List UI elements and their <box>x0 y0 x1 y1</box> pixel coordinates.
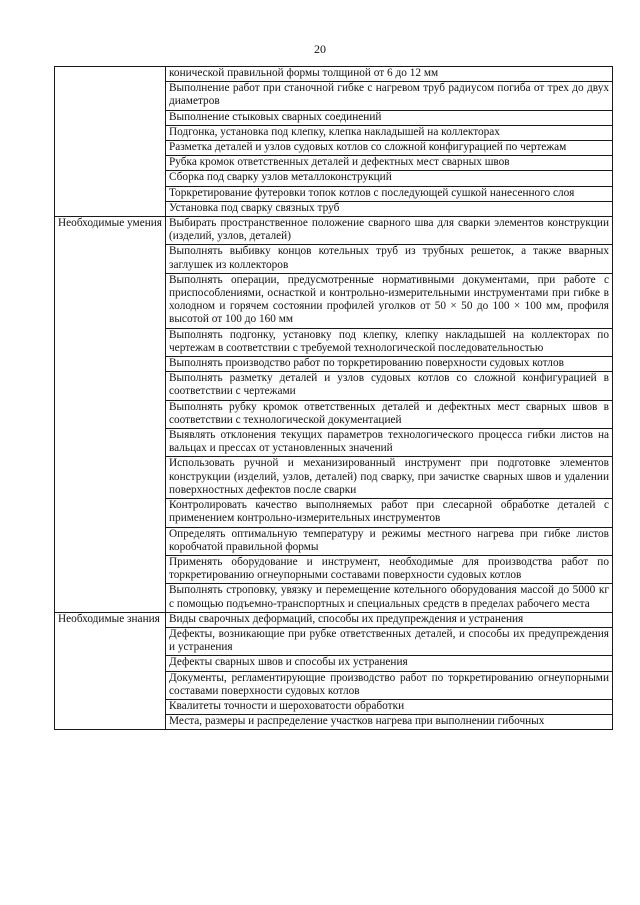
table-row <box>55 217 613 245</box>
requirement-item: Выявлять отклонения текущих параметров технологического процесса гибки листов на вальцах и прессах от установленных значений <box>166 429 613 457</box>
requirement-item: Определять оптимальную температуру и режимы местного нагрева при гибке листов коробчатой правильной формы <box>166 527 613 555</box>
requirement-item: Выполнять операции, предусмотренные нормативными документами, при работе с приспособлениями, оснасткой и контрольно-измерительными инструментами при гибке в холодном и горячем состоянии профилей уголков от 50 × 50 до 100 × 100 мм, профиля высотой от 100 до 160 мм <box>166 273 613 328</box>
requirement-item: Рубка кромок ответственных деталей и дефектных мест сварных швов <box>166 156 613 171</box>
requirement-item: Использовать ручной и механизированный инструмент при подготовке элементов конструкции (изделий, узлов, деталей) под сварку, при зачистке сварных швов и удалении поверхностных дефектов после сварки <box>166 457 613 499</box>
group-label: Необходимые знания <box>55 612 166 730</box>
requirements-table <box>54 66 613 730</box>
requirement-item: Выполнять строповку, увязку и перемещение котельного оборудования массой до 5000 кг с помощью подъемно-транспортных и специальных средств в пределах рабочего места <box>166 584 613 612</box>
requirement-item: Выполнение стыковых сварных соединений <box>166 110 613 125</box>
requirement-item: Применять оборудование и инструмент, необходимые для производства работ по торкретированию огнеупорными составами поверхности судовых котлов <box>166 555 613 583</box>
requirement-item: Разметка деталей и узлов судовых котлов со сложной конфигурацией по чертежам <box>166 141 613 156</box>
requirement-item: Выполнение работ при станочной гибке с нагревом труб радиусом погиба от трех до двух диаметров <box>166 82 613 110</box>
requirement-item: Выполнять рубку кромок ответственных деталей и дефектных мест сварных швов в соответствии с технологической документацией <box>166 400 613 428</box>
requirement-item: Выполнять выбивку концов котельных труб из трубных решеток, а также вварных заглушек из коллекторов <box>166 245 613 273</box>
requirement-item: Торкретирование футеровки топок котлов с последующей сушкой нанесенного слоя <box>166 186 613 201</box>
requirement-item: Виды сварочных деформаций, способы их предупреждения и устранения <box>166 612 613 627</box>
requirement-item: Сборка под сварку узлов металлоконструкций <box>166 171 613 186</box>
requirement-item: Выбирать пространственное положение сварного шва для сварки элементов конструкции (изделий, узлов, деталей) <box>166 217 613 245</box>
requirement-item: конической правильной формы толщиной от 6 до 12 мм <box>166 67 613 82</box>
group-label <box>55 67 166 217</box>
requirement-item: Выполнять разметку деталей и узлов судовых котлов со сложной конфигурацией в соответствии с чертежами <box>166 372 613 400</box>
requirement-item: Выполнять производство работ по торкретированию поверхности судовых котлов <box>166 357 613 372</box>
table-row <box>55 67 613 82</box>
requirement-item: Выполнять подгонку, установку под клепку, клепку накладышей на коллекторах по чертежам в соответствии с требуемой технологической последовательностью <box>166 328 613 356</box>
requirements-table-body <box>55 67 613 730</box>
requirement-item: Дефекты сварных швов и способы их устранения <box>166 656 613 671</box>
requirement-item: Установка под сварку связных труб <box>166 201 613 216</box>
requirement-item: Подгонка, установка под клепку, клепка накладышей на коллекторах <box>166 125 613 140</box>
table-row <box>55 612 613 627</box>
requirement-item: Места, размеры и распределение участков нагрева при выполнении гибочных <box>166 715 613 730</box>
requirement-item: Квалитеты точности и шероховатости обработки <box>166 699 613 714</box>
group-label: Необходимые умения <box>55 217 166 613</box>
requirement-item: Контролировать качество выполняемых работ при слесарной обработке деталей с применением контрольно-измерительных инструментов <box>166 499 613 527</box>
requirement-item: Дефекты, возникающие при рубке ответственных деталей, и способы их предупреждения и устранения <box>166 627 613 655</box>
page-number: 20 <box>314 42 326 56</box>
requirement-item: Документы, регламентирующие производство работ по торкретированию огнеупорными составами поверхности судовых котлов <box>166 671 613 699</box>
